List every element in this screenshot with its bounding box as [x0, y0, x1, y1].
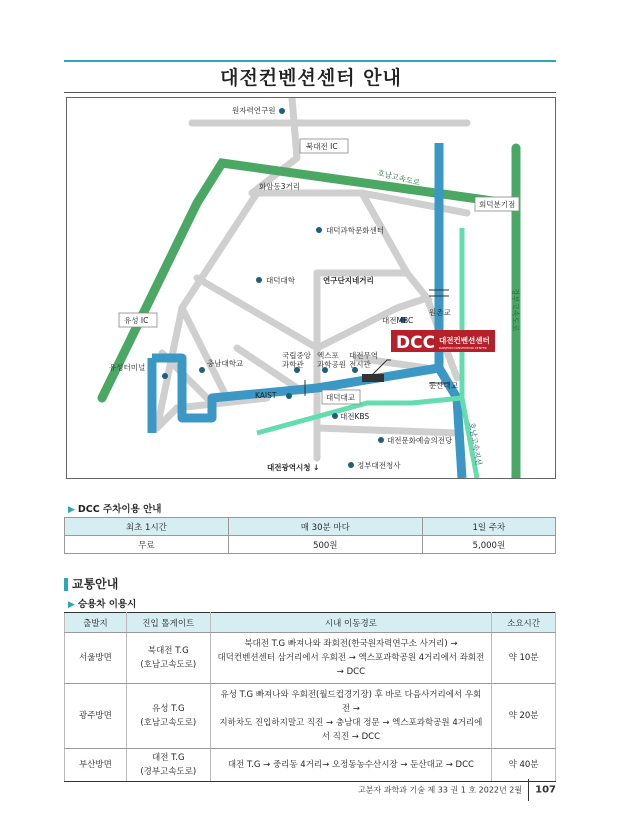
- label-trade-center: 대전무역 전시관: [349, 351, 378, 369]
- dot-science-culture: [316, 227, 322, 233]
- time-cell: 약 20분: [492, 684, 556, 749]
- dot-gov: [348, 462, 354, 468]
- map-svg: [67, 98, 555, 478]
- title-bottom-rule: [64, 92, 556, 93]
- table-row: [65, 684, 556, 749]
- gate-cell: [126, 684, 210, 749]
- label-science-culture: 대덕과학문화센터: [326, 226, 384, 235]
- section-accent-bar: [64, 578, 68, 591]
- route-header: 시내 이동경로: [210, 613, 491, 633]
- route-header: 소요시간: [492, 613, 556, 633]
- dot-terminal: [162, 373, 168, 379]
- label-dunsan: 둔산대교: [429, 381, 458, 390]
- traffic-section-title: [64, 575, 118, 592]
- road-daedeok: [197, 278, 317, 348]
- parking-cell: 5,000원: [422, 536, 555, 554]
- gate-cell: [126, 633, 210, 684]
- dot-cnu: [199, 367, 205, 373]
- page-number: 107: [535, 784, 556, 796]
- expressways: [102, 148, 516, 478]
- label-daedeok-univ: 대덕대학: [266, 276, 295, 285]
- path-cell: [210, 633, 491, 684]
- origin-cell: 광주방면: [65, 684, 127, 749]
- path-cell: [210, 749, 491, 782]
- label-hwaam: 화암동3거리: [259, 182, 300, 191]
- origin-cell: 부산방면: [65, 749, 127, 782]
- table-row: [65, 633, 556, 684]
- gate-name: 유성 T.G: [151, 704, 185, 714]
- dot-atomic: [279, 108, 285, 114]
- route-header: 진입 톨게이트: [126, 613, 210, 633]
- dcc-building-icon: [362, 374, 384, 382]
- label-yeonguadanji: 연구단지네거리: [323, 276, 374, 285]
- time-cell: 약 40분: [492, 749, 556, 782]
- label-daedeok-bridge: 대덕대교: [326, 393, 355, 402]
- car-heading-text: 승용차 이용시: [77, 599, 137, 610]
- section-title-text: 교통안내: [72, 577, 119, 591]
- road-north: [292, 98, 297, 158]
- label-arts-center: 대전문화예술의전당: [387, 436, 453, 445]
- label-yuseong-ic: 유성 IC: [124, 316, 149, 325]
- path-cell: [210, 684, 491, 749]
- gate-road: (호남고속도로): [140, 660, 197, 670]
- dcc-logo-text: DCC: [396, 333, 436, 353]
- gate-road: (호남고속도로): [140, 718, 197, 728]
- origin-cell: 서울방면: [65, 633, 127, 684]
- gate-road: (경부고속도로): [140, 767, 197, 777]
- label-hoeduk: 회덕분기점: [479, 200, 516, 209]
- dot-kbs: [332, 413, 338, 419]
- label-bukdaejeon-ic: 북대전 IC: [306, 142, 338, 151]
- gate-name: 북대전 T.G: [147, 646, 189, 656]
- label-expo-park: 엑스포 과학공원: [317, 351, 346, 369]
- label-gyeongbu: 경부고속도로: [511, 288, 520, 332]
- path-line: 유성 T.G 빠져나와 우회전(월드컵경기장) 후 바로 다음사거리에서 우회전 →: [220, 690, 482, 714]
- route-header: 출발지: [65, 613, 127, 633]
- dcc-eng-text: DAEJEON CONVENTION CENTER: [439, 346, 487, 350]
- parking-cell: 500원: [228, 536, 422, 554]
- gate-cell: [126, 749, 210, 782]
- label-kaist: KAIST: [255, 391, 277, 400]
- dot-daedeok-univ: [256, 277, 262, 283]
- car-heading: [68, 596, 136, 610]
- location-map: [66, 97, 556, 479]
- parking-header: 매 30분 마다: [228, 518, 422, 536]
- parking-row: [65, 536, 556, 554]
- dcc-name-text: 대전컨벤션센터: [439, 336, 490, 345]
- parking-header: 최초 1시간: [65, 518, 229, 536]
- table-row: [65, 749, 556, 782]
- journal-info: 고분자 과학과 기술 제 33 권 1 호 2022년 2월: [358, 785, 523, 795]
- honam-expressway: [102, 163, 507, 398]
- label-city-hall: 대전광역시청 ↓: [267, 463, 320, 472]
- page-footer: [358, 779, 556, 801]
- label-atomic: 원자력연구원: [232, 106, 276, 115]
- route-table: [64, 612, 556, 782]
- path-line: 대덕컨벤션센터 삼거리에서 우회전 → 엑스포과학공원 4거리에서 좌회전 → DCC: [217, 653, 485, 677]
- path-line: 대전 T.G → 중리동 4거리→ 오정동농수산시장 → 둔산대교 → DCC: [227, 760, 474, 770]
- route-header-row: [65, 613, 556, 633]
- parking-heading-text: DCC 주차이용 안내: [77, 504, 162, 515]
- dot-arts: [378, 437, 384, 443]
- label-wonchon: 원촌교: [429, 308, 451, 317]
- footer-separator: [528, 779, 529, 801]
- label-cnu: 충남대학교: [207, 359, 244, 368]
- label-science-museum: 국립중앙 과학관: [282, 351, 311, 369]
- label-gov-complex: 정부대전청사: [357, 461, 401, 470]
- road-south: [317, 428, 457, 433]
- triangle-icon: ▶: [68, 600, 75, 610]
- gate-name: 대전 T.G: [151, 753, 185, 763]
- label-honam-branch: 호남고속지선: [467, 421, 484, 467]
- label-kbs: 대전KBS: [340, 412, 370, 421]
- triangle-icon: ▶: [68, 505, 75, 515]
- label-mbc: 대전MBC: [382, 316, 414, 325]
- path-line: 북대전 T.G 빠져나와 좌회전(한국원자력연구소 사거리) →: [244, 639, 458, 649]
- dot-kaist: [286, 393, 292, 399]
- parking-header-row: [65, 518, 556, 536]
- parking-heading: [68, 501, 161, 515]
- parking-header: 1일 주차: [422, 518, 555, 536]
- path-line: 지하차도 진입하지말고 직진 → 충남대 정문 → 엑스포과학공원 4거리에서 직진 → DCC: [219, 718, 483, 742]
- label-honam-expressway: 호남고속도로: [376, 168, 421, 188]
- title-top-rule: [64, 60, 556, 62]
- time-cell: 약 10분: [492, 633, 556, 684]
- parking-cell: 무료: [65, 536, 229, 554]
- page-title: 대전컨벤션센터 안내: [220, 67, 402, 89]
- label-yuseong-terminal: 유성터미널: [109, 363, 146, 372]
- parking-table: [64, 517, 556, 554]
